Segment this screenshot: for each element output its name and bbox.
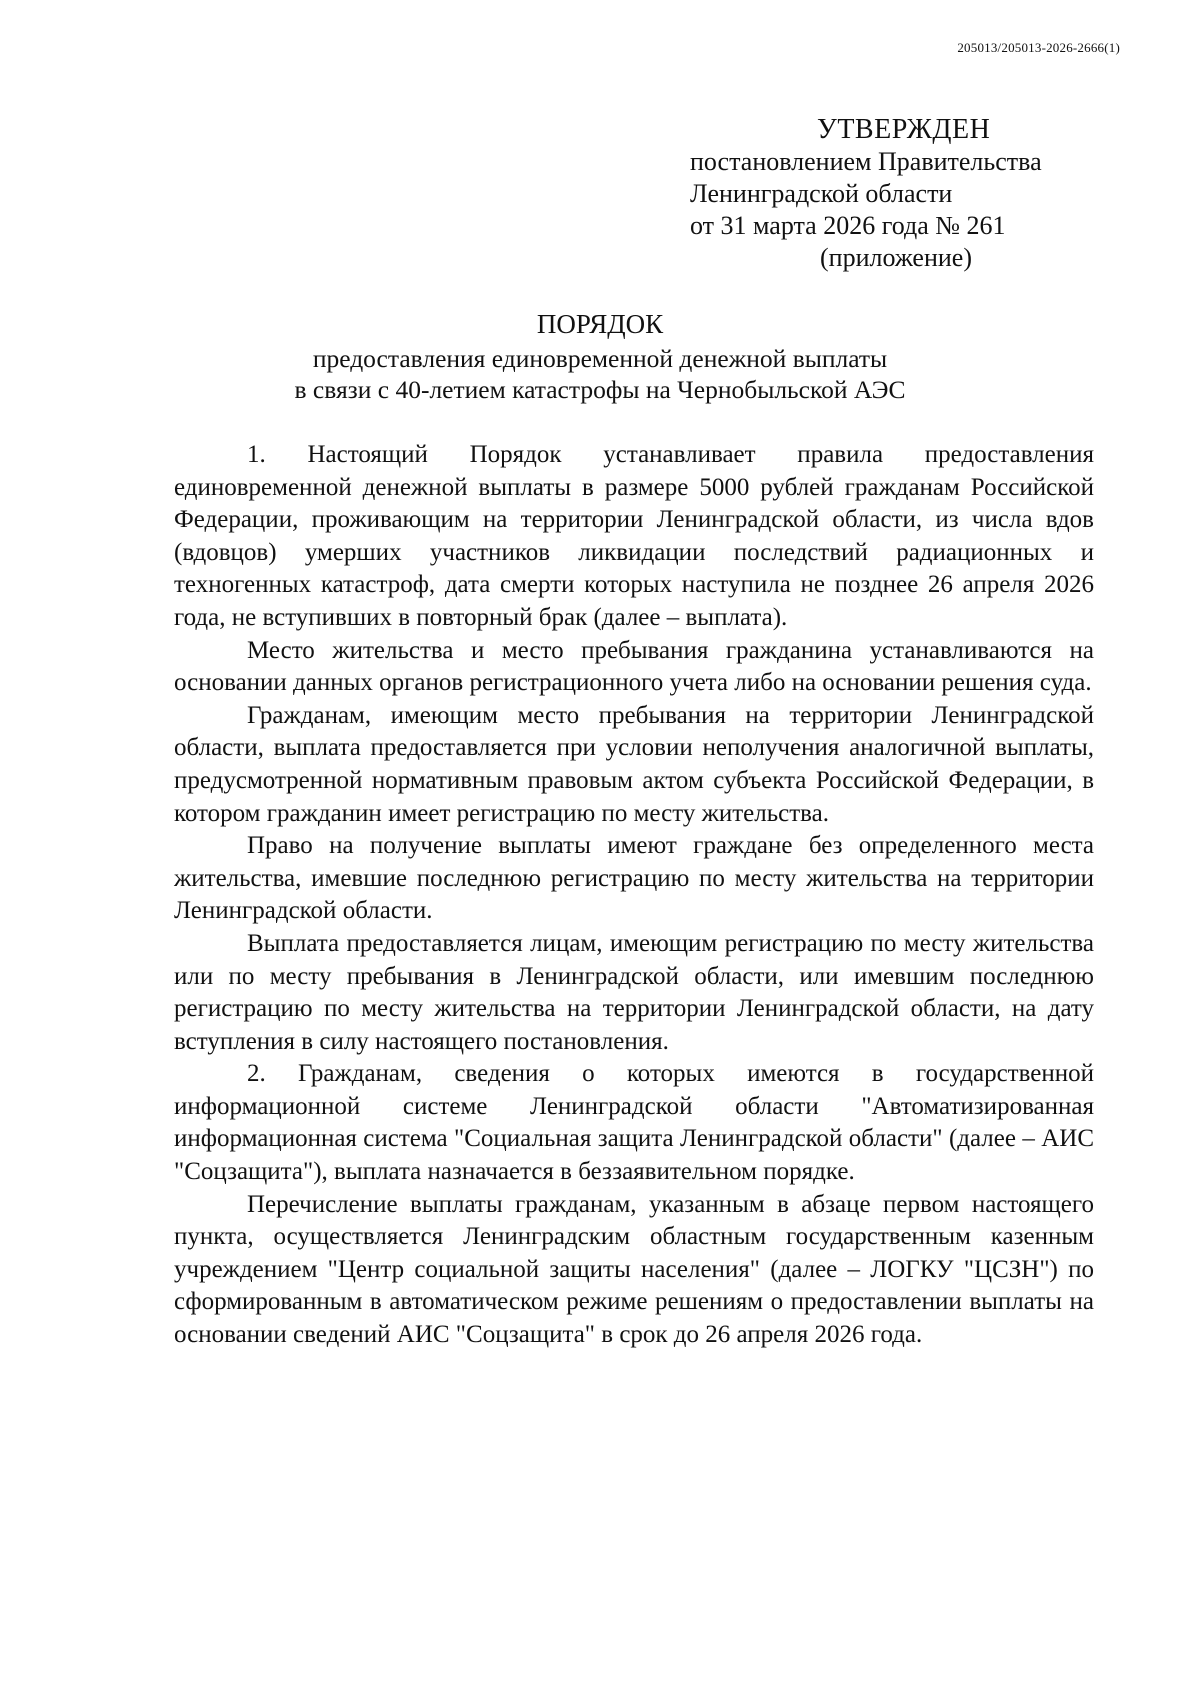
paragraph: 1. Настоящий Порядок устанавливает правила предоставления единовременной денежной выплаты в размере 5000 рублей гражданам Российской Федерации, проживающим на территории Ленинградской области, из числа вдов (вдовцов) умерших участников ликвидации последствий радиационных и техногенных катастроф, дата смерти которых наступила не позднее 26 апреля 2026 года, не вступивших в повторный брак (далее – выплата).	[174, 441, 1094, 631]
subtitle-line-2: в связи с 40-летием катастрофы на Чернобыльской АЭС	[294, 375, 906, 404]
approval-line-3: от 31 марта 2026 года № 261	[690, 211, 1006, 240]
document-title: ПОРЯДОК	[536, 309, 664, 339]
approval-block	[690, 114, 1042, 274]
paragraph: Место жительства и место пребывания гражданина устанавливаются на основании данных органов регистрационного учета либо на основании решения суда.	[174, 636, 1094, 697]
approval-appendix: (приложение)	[820, 243, 973, 272]
approval-line-2: Ленинградской области	[690, 179, 953, 208]
document-id: 205013/205013-2026-2666(1)	[957, 40, 1120, 55]
approval-line-1: постановлением Правительства	[690, 147, 1042, 176]
approval-title: УТВЕРЖДЕН	[817, 114, 991, 145]
paragraph: Перечисление выплаты гражданам, указанным в абзаце первом настоящего пункта, осуществляется Ленинградским областным государственным казенным учреждением "Центр социальной защиты населения" (далее – ЛОГКУ "ЦСЗН") по сформированным в автоматическом режиме решениям о предоставлении выплаты на основании сведений АИС "Соцзащита" в срок до 26 апреля 2026 года.	[174, 1190, 1094, 1349]
document-subtitle	[0, 343, 1200, 405]
paragraph: Гражданам, имеющим место пребывания на территории Ленинградской области, выплата предоставляется при условии неполучения аналогичной выплаты, предусмотренной нормативным правовым актом субъекта Российской Федерации, в котором гражданин имеет регистрацию по месту жительства.	[174, 701, 1094, 827]
paragraph: Право на получение выплаты имеют граждане без определенного места жительства, имевшие последнюю регистрацию по месту жительства на территории Ленинградской области.	[174, 832, 1094, 925]
document-body	[174, 439, 1094, 1352]
subtitle-line-1: предоставления единовременной денежной выплаты	[312, 344, 888, 373]
paragraph: Выплата предоставляется лицам, имеющим регистрацию по месту жительства или по месту пребывания в Ленинградской области, или имевшим последнюю регистрацию по месту жительства на территории Ленинградской области, на дату вступления в силу настоящего постановления.	[174, 929, 1094, 1055]
paragraph: 2. Гражданам, сведения о которых имеются в государственной информационной системе Ленинградской области "Автоматизированная информационная система "Социальная защита Ленинградской области" (далее – АИС "Соцзащита"), выплата назначается в беззаявительном порядке.	[174, 1060, 1094, 1186]
